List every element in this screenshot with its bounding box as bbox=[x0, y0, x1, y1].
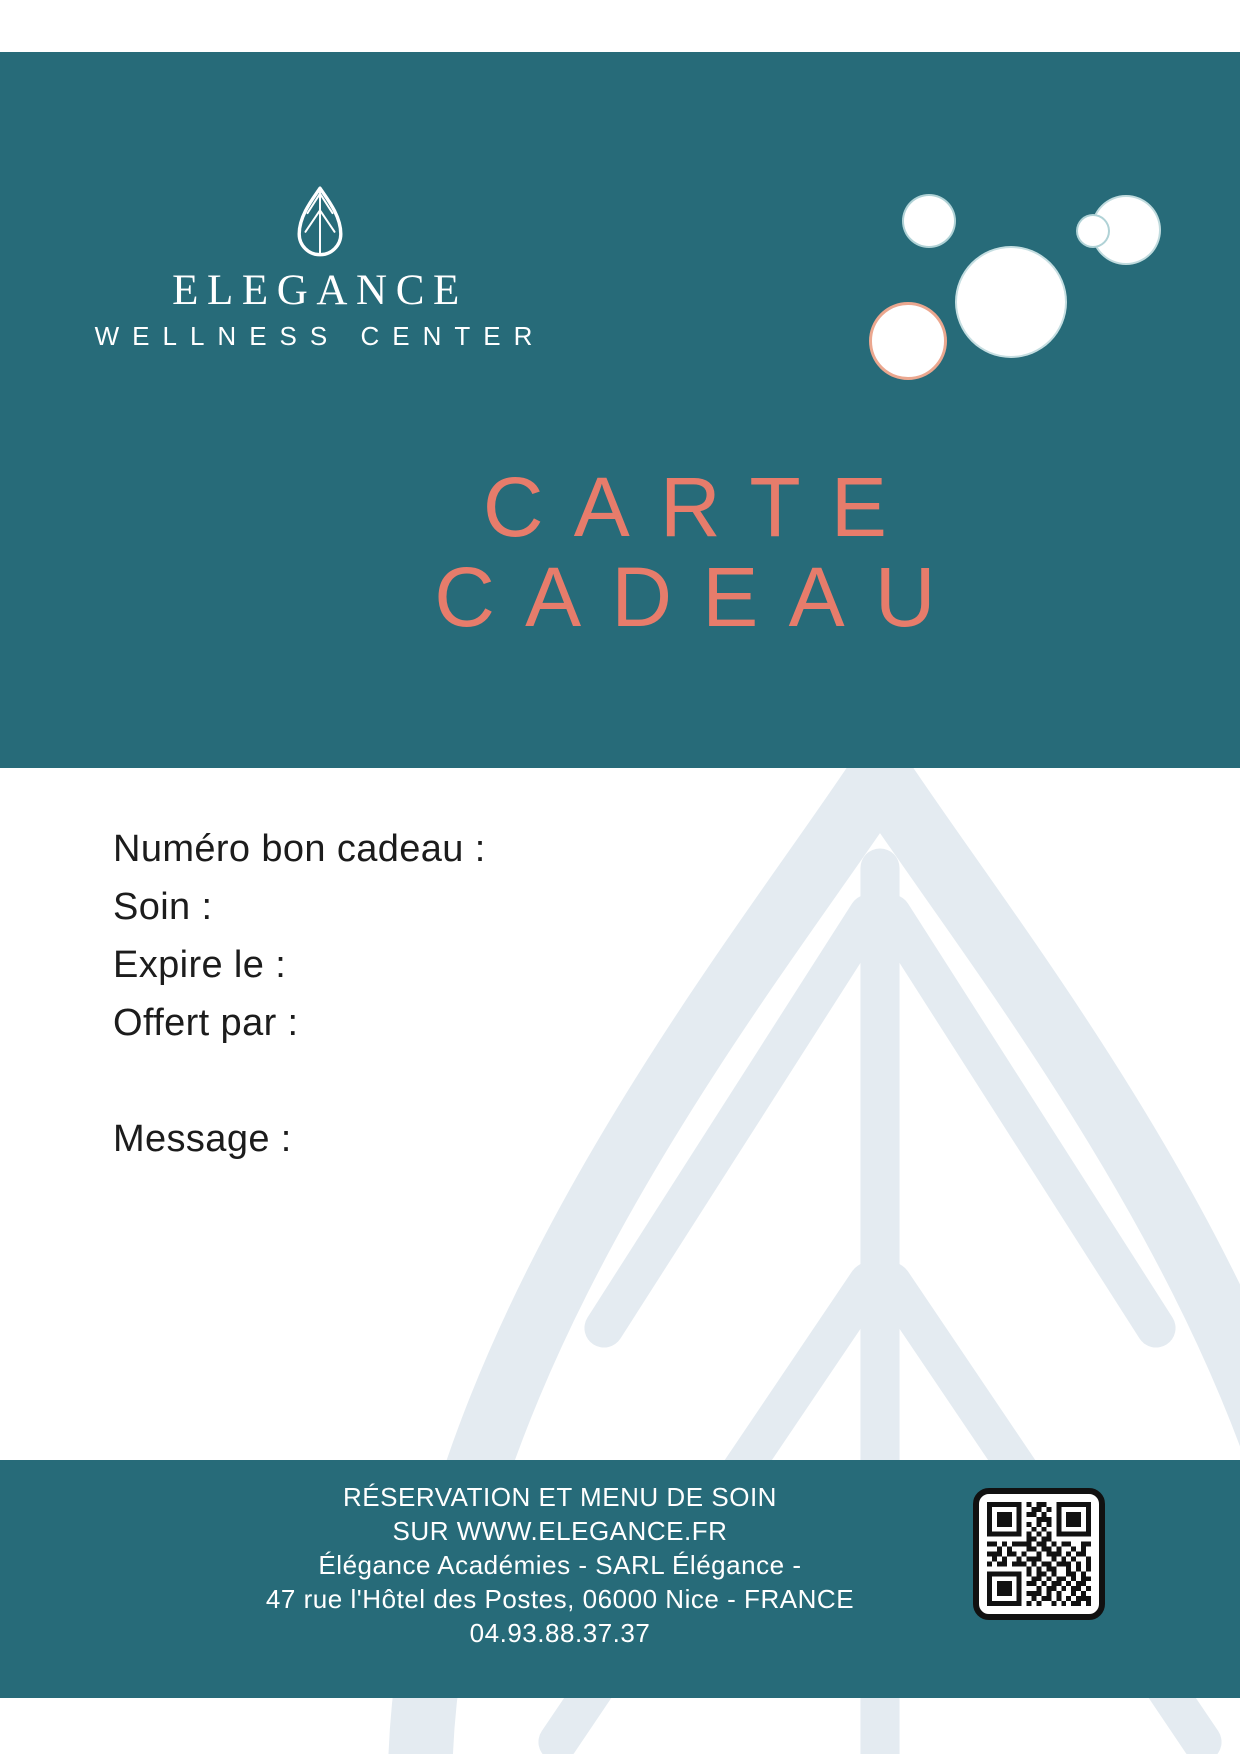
bubble-icon bbox=[869, 302, 947, 380]
footer-line-company: Élégance Académies - SARL Élégance - bbox=[318, 1550, 802, 1580]
brand-name: ELEGANCE bbox=[172, 267, 468, 314]
footer-line-address: 47 rue l'Hôtel des Postes, 06000 Nice - FRANCE bbox=[265, 1584, 855, 1614]
field-soin-label: Soin : bbox=[113, 886, 213, 928]
bubble-icon bbox=[955, 246, 1067, 358]
brand-subtitle: WELLNESS CENTER bbox=[94, 321, 546, 351]
field-numero-label: Numéro bon cadeau : bbox=[113, 828, 486, 870]
brand-logo bbox=[70, 186, 570, 352]
card-title-line1: CARTE bbox=[482, 460, 918, 554]
card-title-line2: CADEAU bbox=[434, 550, 966, 644]
footer-line-phone: 04.93.88.37.37 bbox=[469, 1618, 651, 1648]
card-title bbox=[340, 462, 1060, 642]
bubble-icon bbox=[1076, 214, 1110, 248]
qr-code-pattern bbox=[987, 1502, 1091, 1606]
footer-band bbox=[0, 1460, 1240, 1698]
field-expire-label: Expire le : bbox=[113, 944, 287, 986]
qr-code bbox=[973, 1488, 1105, 1620]
footer-text bbox=[60, 1480, 1060, 1650]
bubble-icon bbox=[902, 194, 956, 248]
field-offert-label: Offert par : bbox=[113, 1002, 299, 1044]
footer-line-reservation: RÉSERVATION ET MENU DE SOIN bbox=[343, 1482, 777, 1512]
footer-line-website: SUR WWW.ELEGANCE.FR bbox=[392, 1516, 728, 1546]
leaf-icon bbox=[294, 186, 346, 259]
header-band bbox=[0, 52, 1240, 768]
field-message-label: Message : bbox=[113, 1118, 292, 1160]
